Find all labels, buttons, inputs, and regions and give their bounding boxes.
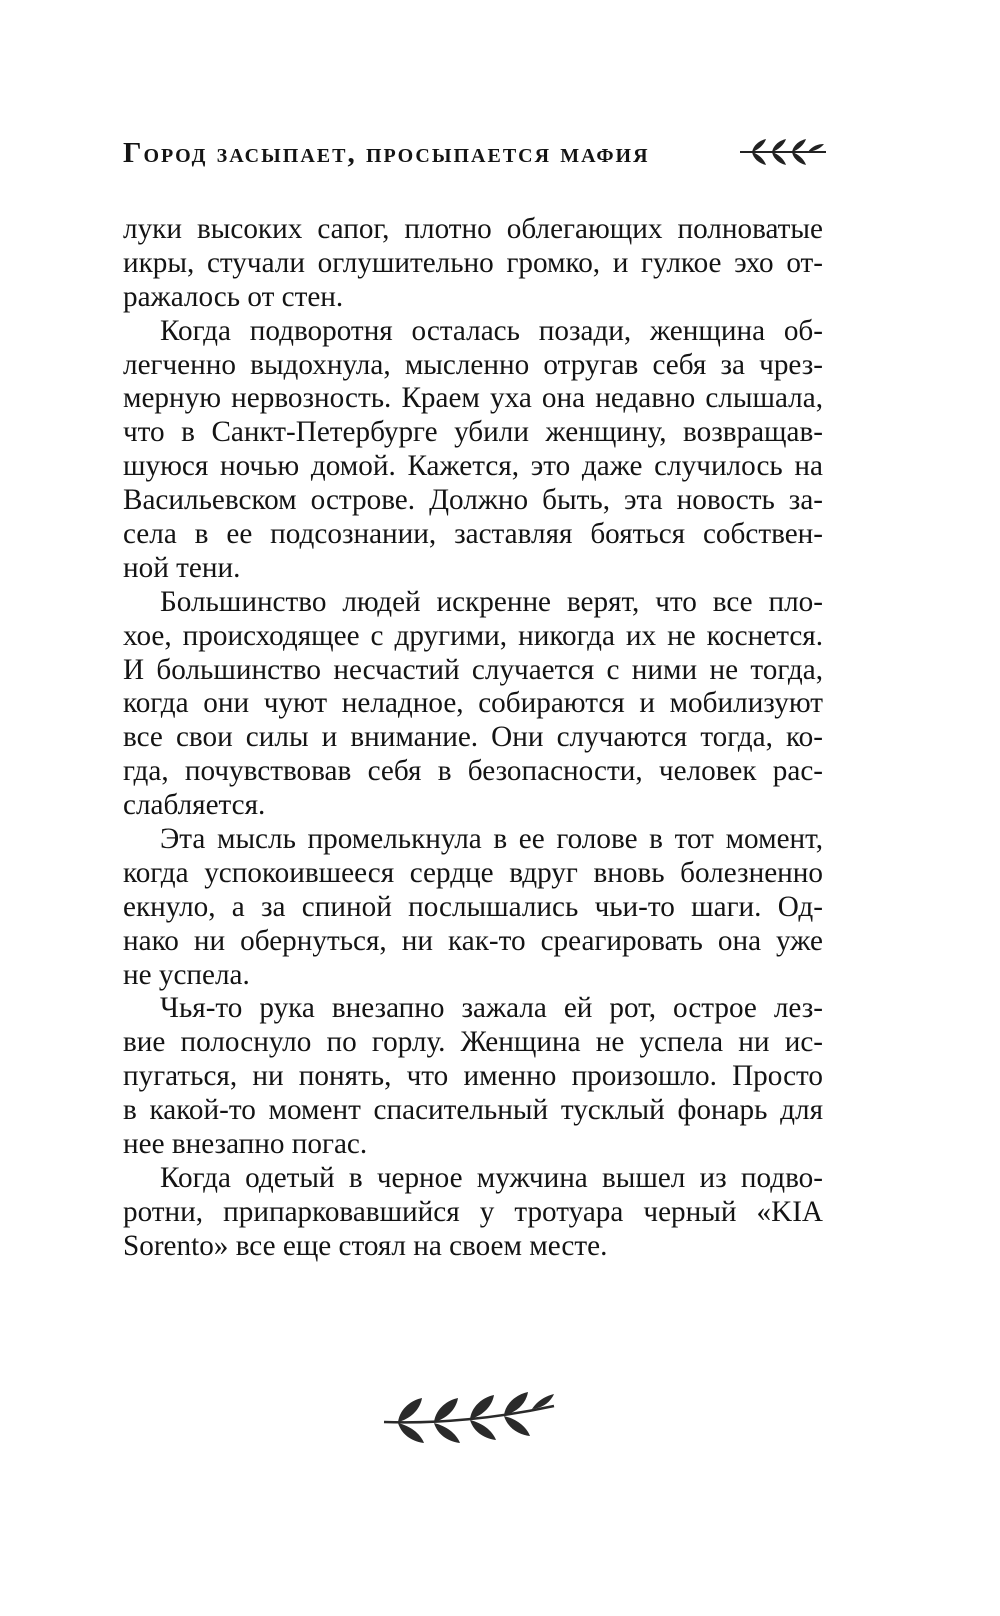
text-line: мерную нервозность. Краем уха она недавно слышала, [123, 382, 823, 415]
text-line: Большинство людей искренне верят, что все пло- [160, 585, 823, 618]
text-line: легченно выдохнула, мысленно отругав себя за чрез- [123, 348, 823, 381]
text-line: екнуло, а за спиной послышались чьи-то шаги. Од- [123, 890, 823, 923]
text-line: нее внезапно погас. [123, 1128, 368, 1161]
text-line: села в ее подсознании, заставляя бояться собствен- [123, 518, 823, 551]
leaf-branch-icon [378, 1388, 558, 1452]
text-line: нако ни обернуться, ни как-то среагировать она уже [123, 924, 823, 957]
text-line: шуюся ночью домой. Кажется, это даже случилось на [123, 450, 823, 483]
running-header-title: Город засыпает, просыпается мафия [123, 137, 650, 169]
text-line: Sorento» все еще стоял на своем месте. [123, 1229, 608, 1262]
text-line: вие полоснуло по горлу. Женщина не успела ни ис- [123, 1026, 823, 1059]
running-header [123, 133, 823, 177]
leaf-branch-icon [738, 135, 828, 169]
text-line: ной тени. [123, 551, 241, 584]
text-line: пугаться, ни понять, что именно произошло. Просто [123, 1060, 823, 1093]
text-line: когда успокоившееся сердце вдруг вновь болезненно [123, 856, 823, 889]
text-line: слабляется. [123, 789, 266, 822]
text-line: Когда одетый в черное мужчина вышел из подво- [160, 1161, 823, 1194]
text-line: И большинство несчастий случается с ними не тогда, [123, 653, 823, 686]
text-line: не успела. [123, 958, 250, 991]
text-line: Эта мысль промелькнула в ее голове в тот момент, [160, 823, 823, 856]
text-line: Васильевском острове. Должно быть, эта новость за- [123, 484, 823, 517]
text-line: ражалось от стен. [123, 280, 344, 313]
text-line: ротни, припарковавшийся у тротуара черный «KIA [123, 1195, 823, 1228]
text-line: когда они чуют неладное, собираются и мобилизуют [123, 687, 823, 720]
text-line: хое, происходящее с другими, никогда их не коснется. [123, 619, 823, 652]
text-line: икры, стучали оглушительно громко, и гулкое эхо от- [123, 246, 823, 279]
text-line: луки высоких сапог, плотно облегающих полноватые [123, 213, 823, 245]
text-line: все свои силы и внимание. Они случаются тогда, ко- [123, 721, 823, 754]
body-text [123, 213, 823, 1264]
text-line: Чья-то рука внезапно зажала ей рот, острое лез- [160, 992, 823, 1025]
text-line: в какой-то момент спасительный тусклый фонарь для [123, 1094, 823, 1127]
text-line: что в Санкт-Петербурге убили женщину, возвращав- [123, 416, 823, 449]
text-line: гда, почувствовав себя в безопасности, человек рас- [123, 755, 823, 788]
text-line: Когда подворотня осталась позади, женщина об- [160, 314, 823, 347]
